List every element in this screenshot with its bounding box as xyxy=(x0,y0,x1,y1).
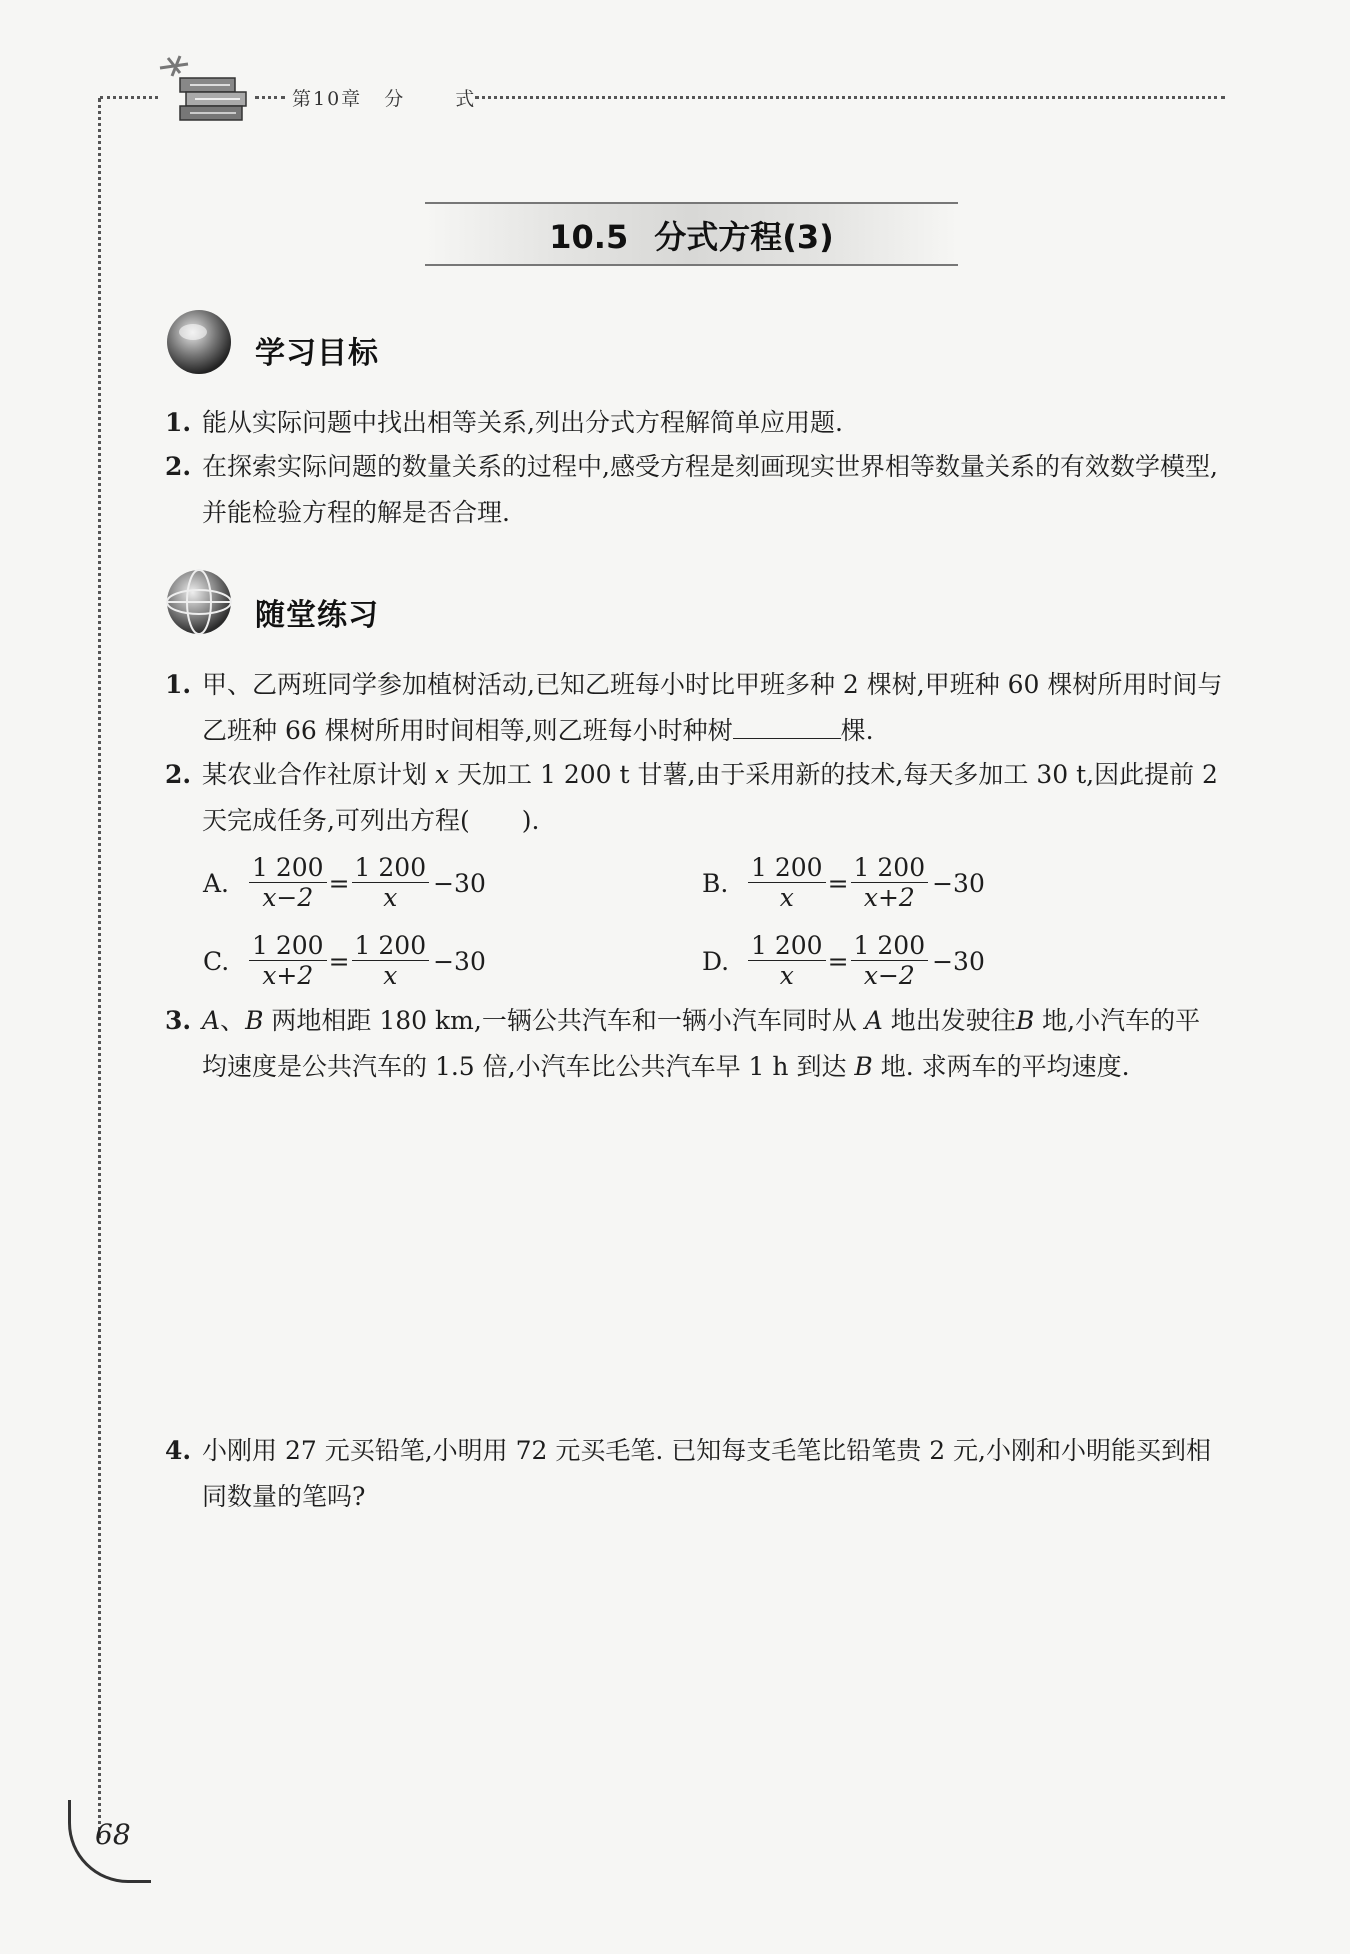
goal-number: 1. xyxy=(165,408,192,437)
books-emblem-icon xyxy=(150,48,260,138)
left-margin-dotted-rule xyxy=(98,98,101,1838)
fraction-right xyxy=(851,854,929,913)
fraction-left xyxy=(748,854,826,913)
numerator: 1 200 xyxy=(352,854,430,883)
section-heading-practice: 随堂练习 xyxy=(255,598,379,633)
question-3 xyxy=(165,998,1225,1090)
denominator: x xyxy=(779,882,794,912)
question-number: 2. xyxy=(165,760,192,789)
title-rule-top xyxy=(425,202,958,204)
point-b-ref-2: B xyxy=(854,1052,873,1081)
separator: 、 xyxy=(220,1006,246,1035)
globe-icon xyxy=(163,306,235,378)
variable-x: x xyxy=(434,760,450,789)
denominator: x+2 xyxy=(262,960,314,990)
question-number: 3. xyxy=(165,1006,192,1035)
question-text-4: 地. 求两车的平均速度. xyxy=(880,1052,1130,1081)
denominator: x−2 xyxy=(262,882,314,912)
numerator: 1 200 xyxy=(352,932,430,961)
equals-sign: = xyxy=(827,868,849,898)
point-b-ref: B xyxy=(1015,1006,1035,1035)
header-dotted-rule-right xyxy=(475,96,1225,99)
denominator: x xyxy=(779,960,794,990)
numerator: 1 200 xyxy=(851,854,929,883)
question-1 xyxy=(165,662,1225,754)
goal-text: 能从实际问题中找出相等关系,列出分式方程解简单应用题. xyxy=(202,408,843,437)
option-label: C. xyxy=(203,946,230,976)
running-header xyxy=(292,84,476,111)
world-globe-icon xyxy=(163,566,235,638)
denominator: x xyxy=(383,960,398,990)
numerator: 1 200 xyxy=(249,932,327,961)
fraction-right xyxy=(352,932,430,991)
option-tail: −30 xyxy=(433,868,486,898)
chapter-name-2: 式 xyxy=(455,88,477,110)
option-a[interactable] xyxy=(203,848,486,918)
question-text: 小刚用 27 元买铅笔,小明用 72 元买毛笔. 已知每支毛笔比铅笔贵 2 元,小刚和小明能买到相同数量的笔吗? xyxy=(202,1436,1211,1511)
fraction-left xyxy=(249,932,327,991)
question-2 xyxy=(165,752,1225,844)
denominator: x+2 xyxy=(863,882,915,912)
section-heading-learning-goals: 学习目标 xyxy=(255,336,379,371)
goal-item-2 xyxy=(165,444,1225,536)
question-4 xyxy=(165,1428,1225,1520)
question-text-2: 地出发驶往 xyxy=(890,1006,1016,1035)
fraction-left xyxy=(748,932,826,991)
question-text-end: 棵. xyxy=(840,716,874,745)
option-label: B. xyxy=(702,868,729,898)
question-text: 两地相距 180 km,一辆公共汽车和一辆小汽车同时从 xyxy=(271,1006,857,1035)
numerator: 1 200 xyxy=(748,854,826,883)
goal-text: 在探索实际问题的数量关系的过程中,感受方程是刻画现实世界相等数量关系的有效数学模型,并能检验方程的解是否合理. xyxy=(202,452,1218,527)
option-tail: −30 xyxy=(433,946,486,976)
numerator: 1 200 xyxy=(748,932,826,961)
page-number: 68 xyxy=(95,1818,131,1851)
equals-sign: = xyxy=(827,946,849,976)
question-text-end: ). xyxy=(521,806,540,835)
equals-sign: = xyxy=(328,946,350,976)
option-tail: −30 xyxy=(932,868,985,898)
section-number: 10.5 xyxy=(549,218,629,256)
numerator: 1 200 xyxy=(249,854,327,883)
answer-blank[interactable] xyxy=(733,714,841,739)
question-text: 某农业合作社原计划 xyxy=(202,760,428,789)
fraction-left xyxy=(249,854,327,913)
point-a-ref: A xyxy=(864,1006,883,1035)
chapter-number: 第10章 xyxy=(292,88,363,110)
option-d[interactable] xyxy=(702,926,985,996)
denominator: x xyxy=(383,882,398,912)
option-c[interactable] xyxy=(203,926,486,996)
question-text-cont: 天加工 1 200 t 甘薯,由于采用新的技术,每天多加工 30 t,因此提前 2 天完成任务,可列出方程( xyxy=(202,760,1218,835)
question-text-3: 地,小汽车的平均速度是公共汽车的 1.5 倍,小汽车比公共汽车早 1 h 到达 xyxy=(202,1006,1201,1081)
fraction-right xyxy=(352,854,430,913)
goal-item-1 xyxy=(165,400,1225,446)
point-a: A xyxy=(202,1006,221,1035)
question-number: 4. xyxy=(165,1436,192,1465)
option-label: D. xyxy=(702,946,730,976)
option-tail: −30 xyxy=(932,946,985,976)
question-number: 1. xyxy=(165,670,192,699)
denominator: x−2 xyxy=(863,960,915,990)
fraction-right xyxy=(851,932,929,991)
chapter-name-1: 分 xyxy=(384,88,406,110)
goal-number: 2. xyxy=(165,452,192,481)
page-title xyxy=(425,212,958,258)
point-b: B xyxy=(245,1006,264,1035)
equals-sign: = xyxy=(328,868,350,898)
question-text: 甲、乙两班同学参加植树活动,已知乙班每小时比甲班多种 2 棵树,甲班种 60 棵树所用时间与乙班种 66 棵树所用时间相等,则乙班每小时种树 xyxy=(202,670,1223,745)
title-rule-bottom xyxy=(425,264,958,266)
option-label: A. xyxy=(203,868,230,898)
section-title: 分式方程(3) xyxy=(654,218,834,256)
numerator: 1 200 xyxy=(851,932,929,961)
option-b[interactable] xyxy=(702,848,985,918)
